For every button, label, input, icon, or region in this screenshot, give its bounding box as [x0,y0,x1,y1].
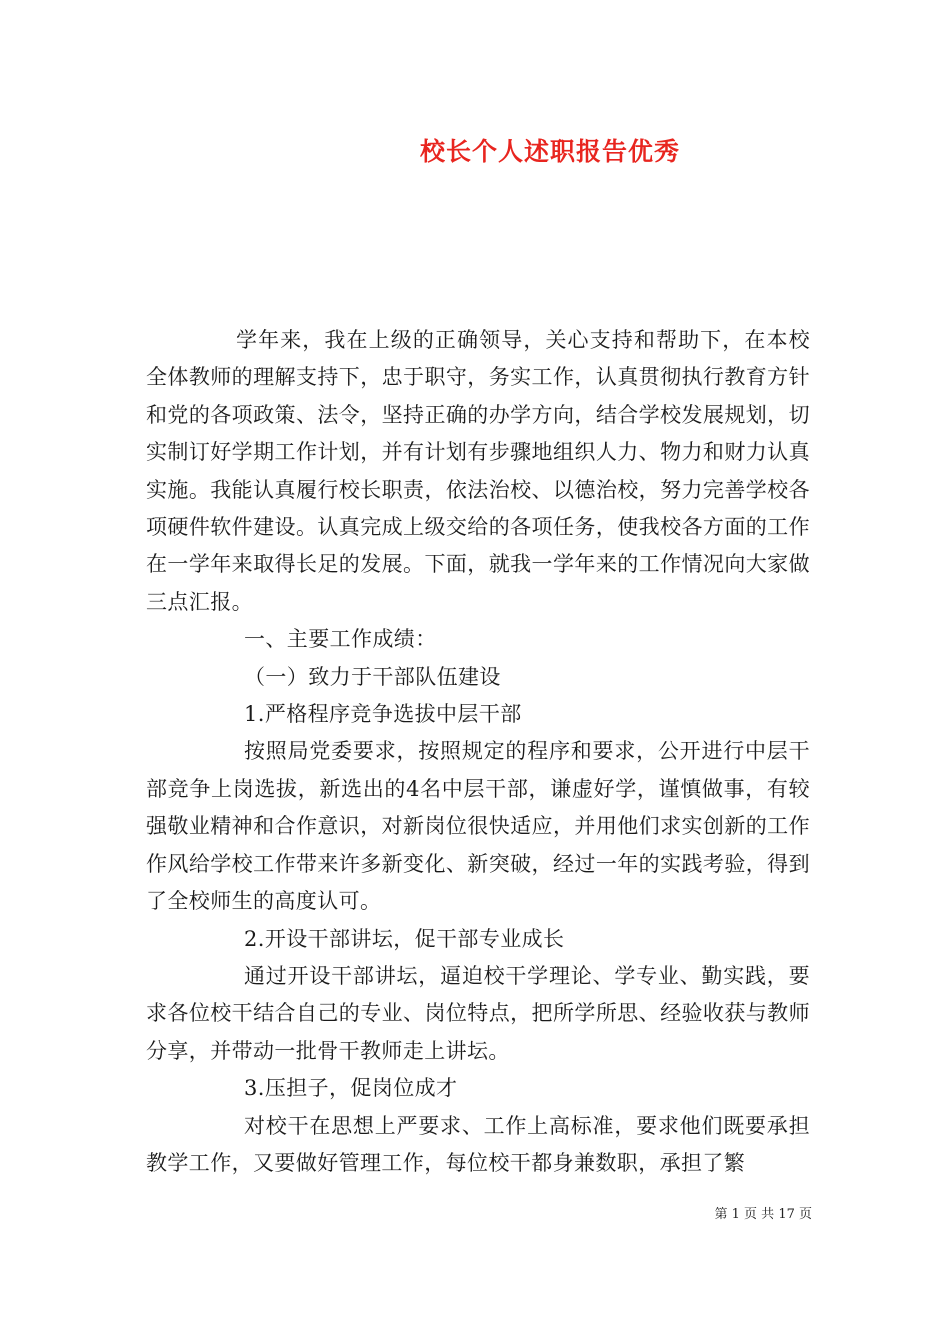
paragraph-item-1: 按照局党委要求，按照规定的程序和要求，公开进行中层干部竞争上岗选拔，新选出的4名中层干部，谦虚好学，谨慎做事，有较强敬业精神和合作意识，对新岗位很快适应，并用他们求实创新的工作作风给学校工作带来许多新变化、新突破，经过一年的实践考验，得到了全校师生的高度认可。 [146,739,810,914]
item-heading-3: 3.压担子，促岗位成才 [244,1076,458,1101]
paragraph-item-3: 对校干在思想上严要求、工作上高标准，要求他们既要承担教学工作，又要做好管理工作，每位校干都身兼数职，承担了繁 [146,1113,810,1175]
item-heading-1: 1.严格程序竞争选拔中层干部 [244,702,522,727]
document-body [146,322,810,1182]
page-number-footer: 第 1 页 共 17 页 [714,1207,812,1222]
subsection-heading-cadre-team: （一）致力于干部队伍建设 [244,664,501,689]
paragraph-intro: 学年来，我在上级的正确领导，关心支持和帮助下，在本校全体教师的理解支持下，忠于职守，务实工作，认真贯彻执行教育方针和党的各项政策、法令，坚持正确的办学方向，结合学校发展规划，切实制订好学期工作计划，并有计划有步骤地组织人力、物力和财力认真实施。我能认真履行校长职责，依法治校、以德治校，努力完善学校各项硬件软件建设。认真完成上级交给的各项任务，使我校各方面的工作在一学年来取得长足的发展。下面，就我一学年来的工作情况向大家做三点汇报。 [146,328,810,614]
paragraph-item-2: 通过开设干部讲坛，逼迫校干学理论、学专业、勤实践，要求各位校干结合自己的专业、岗位特点，把所学所思、经验收获与教师分享，并带动一批骨干教师走上讲坛。 [146,963,810,1063]
section-heading-main-achievements: 一、主要工作成绩： [244,627,437,652]
document-title: 校长个人述职报告优秀 [419,137,680,166]
item-heading-2: 2.开设干部讲坛，促干部专业成长 [244,926,565,951]
